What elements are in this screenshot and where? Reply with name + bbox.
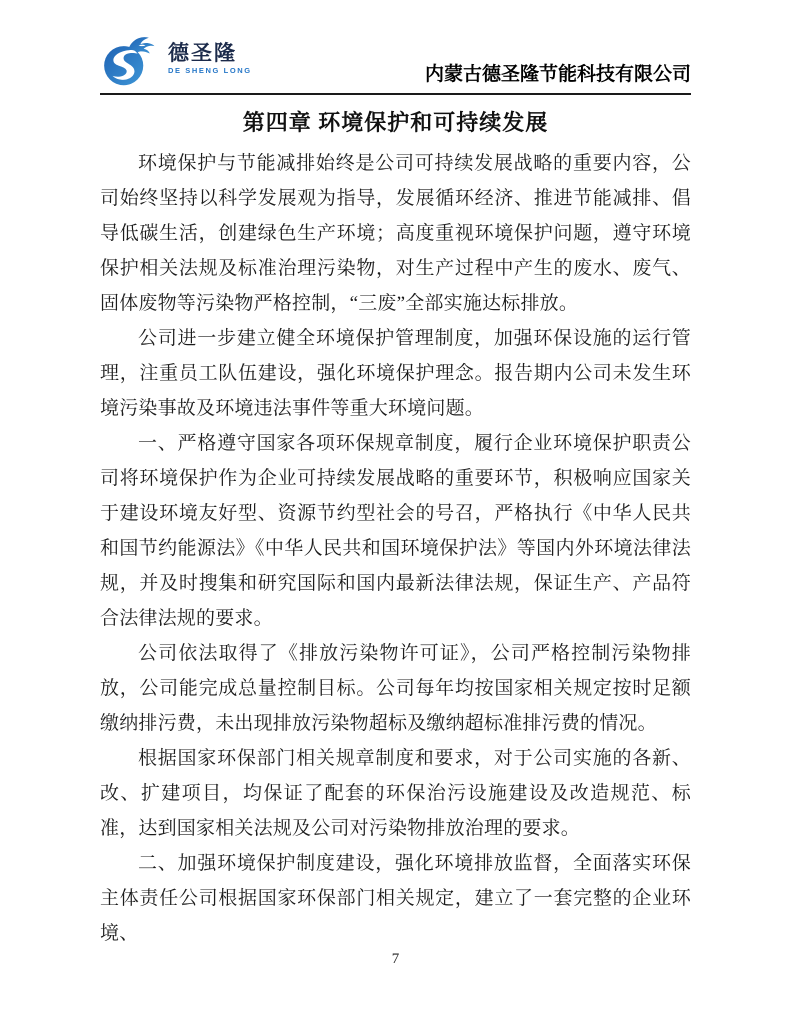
dragon-logo-icon: [100, 34, 166, 88]
chapter-title: 第四章 环境保护和可持续发展: [242, 110, 549, 135]
page-number: 7: [391, 951, 400, 967]
company-logo: [100, 34, 252, 88]
brand-name-cn: 德圣隆: [168, 42, 237, 66]
paragraph: 公司进一步建立健全环境保护管理制度，加强环保设施的运行管理，注重员工队伍建设，强化环境保护理念。报告期内公司未发生环境污染事故及环境违法事件等重大环境问题。: [100, 328, 691, 419]
brand-name-en: DE SHENG LONG: [168, 66, 252, 76]
page-header: [100, 34, 691, 95]
logo-text: [168, 43, 252, 79]
paragraph: 环境保护与节能减排始终是公司可持续发展战略的重要内容，公司始终坚持以科学发展观为指导，发展循环经济、推进节能减排、倡导低碳生活，创建绿色生产环境；高度重视环境保护问题，遵守环境保护相关法规及标准治理污染物，对生产过程中产生的废水、废气、固体废物等污染物严格控制，“三废”全部实施达标排放。: [100, 153, 691, 314]
paragraph: 公司依法取得了《排放污染物许可证》，公司严格控制污染物排放，公司能完成总量控制目标。公司每年均按国家相关规定按时足额缴纳排污费，未出现排放污染物超标及缴纳超标准排污费的情况。: [100, 643, 691, 734]
paragraph: 一、严格遵守国家各项环保规章制度，履行企业环境保护职责公司将环境保护作为企业可持续发展战略的重要环节，积极响应国家关于建设环境友好型、资源节约型社会的号召，严格执行《中华人民共和国节约能源法》《中华人民共和国环境保护法》等国内外环境法律法规，并及时搜集和研究国际和国内最新法律法规，保证生产、产品符合法律法规的要求。: [100, 433, 691, 629]
company-name: 内蒙古德圣隆节能科技有限公司: [424, 64, 691, 85]
paragraph: 根据国家环保部门相关规章制度和要求，对于公司实施的各新、改、扩建项目，均保证了配套的环保治污设施建设及改造规范、标准，达到国家相关法规及公司对污染物排放治理的要求。: [100, 748, 691, 839]
paragraph: 二、加强环境保护制度建设，强化环境排放监督，全面落实环保主体责任公司根据国家环保部门相关规定，建立了一套完整的企业环境、: [100, 853, 691, 944]
